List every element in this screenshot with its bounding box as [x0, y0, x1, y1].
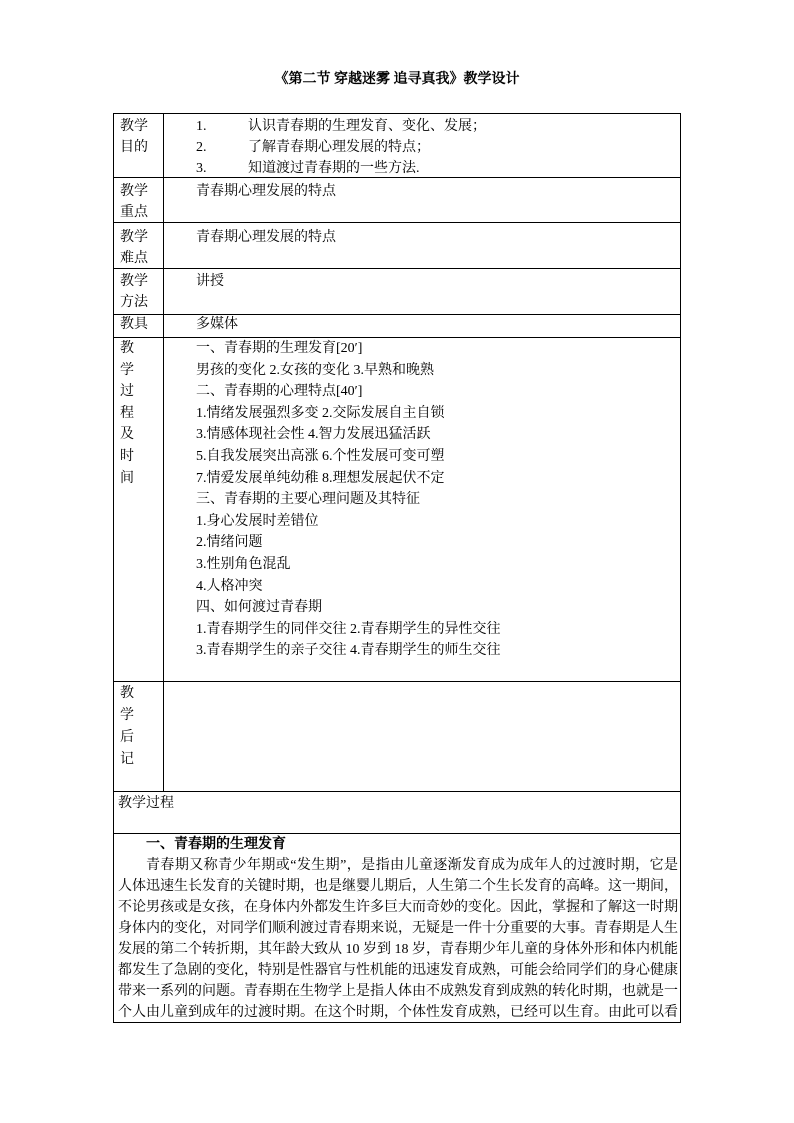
outline-line: 2.情绪问题 [196, 535, 263, 551]
body-paragraph-line: 都发生了急剧的变化，特别是性器官与性机能的迅速发育成熟，可能会给同学们的身心健康 [118, 963, 678, 978]
objective-number: 2. [196, 140, 207, 155]
label-char: 及 [120, 427, 134, 443]
body-paragraph-line: 带来一系列的问题。青春期在生物学上是指人体由不成熟发育到成熟的转化时期，也就是一 [118, 984, 678, 999]
postscript-label [114, 682, 164, 791]
label-char: 间 [120, 470, 134, 486]
objective-item [196, 158, 680, 178]
label-line: 教学 [120, 119, 148, 134]
label-line: 教学 [120, 229, 148, 245]
key-point-row [114, 178, 680, 223]
label-char: 时 [120, 448, 134, 464]
objectives-row [114, 114, 680, 178]
outline-line: 3.青春期学生的亲子交往 4.青春期学生的师生交往 [196, 643, 501, 659]
label-char: 后 [120, 730, 134, 745]
tools-row [114, 315, 680, 338]
objective-item [196, 116, 680, 137]
outline-line: 1.身心发展时差错位 [196, 513, 319, 529]
outline-line: 3.性别角色混乱 [196, 556, 291, 572]
outline-section-heading: 二、青春期的心理特点[40′] [196, 384, 363, 400]
key-point-label [114, 178, 164, 222]
difficulty-row [114, 223, 680, 269]
outline-line: 3.情感体现社会性 4.智力发展迅猛活跃 [196, 427, 431, 443]
postscript-row [114, 682, 680, 792]
objectives-content [164, 114, 680, 177]
label-char: 学 [120, 362, 134, 378]
outline-line: 1.青春期学生的同伴交往 2.青春期学生的异性交往 [196, 621, 501, 637]
label-char: 学 [120, 708, 134, 723]
outline-line: 男孩的变化 2.女孩的变化 3.早熟和晚熟 [196, 362, 434, 378]
difficulty-text: 青春期心理发展的特点 [196, 229, 336, 245]
process-body [114, 834, 680, 1022]
body-paragraph-line: 发展的第二个转折期，其年龄大致从 10 岁到 18 岁，青春期少年儿童的身体外形和体内机能 [118, 942, 678, 957]
objective-text: 认识青春期的生理发育、变化、发展； [248, 119, 486, 134]
process-header-row [114, 792, 680, 834]
key-point-text: 青春期心理发展的特点 [196, 183, 336, 199]
method-label [114, 269, 164, 314]
label-line: 重点 [120, 204, 148, 220]
label-char: 教 [120, 341, 134, 356]
body-section-heading: 一、青春期的生理发育 [146, 837, 286, 852]
postscript-content [164, 682, 680, 791]
outline-section-heading: 三、青春期的主要心理问题及其特征 [196, 492, 420, 508]
document-title: 《第二节 穿越迷雾 追寻真我》教学设计 [274, 72, 520, 87]
outline-line: 4.人格冲突 [196, 578, 263, 594]
body-paragraph-line: 身体内的变化，对同学们顺利渡过青春期来说，无疑是一件十分重要的大事。青春期是人生 [118, 921, 678, 936]
label-line: 教学 [120, 183, 148, 199]
body-paragraph-line: 不论男孩或是女孩，在身体内外都发生许多巨大而奇妙的变化。因此，掌握和了解这一时期 [118, 900, 678, 915]
label-char: 过 [120, 384, 134, 400]
label-line: 教学 [120, 273, 148, 289]
label-line: 目的 [120, 140, 148, 155]
label-line: 难点 [120, 250, 148, 266]
label-line: 方法 [120, 294, 148, 310]
method-row [114, 269, 680, 315]
objective-text: 知道渡过青春期的一些方法. [248, 161, 420, 176]
label-char: 记 [120, 752, 134, 767]
objective-text: 了解青春期心理发展的特点； [248, 140, 430, 155]
outline-section-heading: 四、如何渡过青春期 [196, 600, 322, 616]
objective-item [196, 137, 680, 158]
objective-number: 1. [196, 119, 207, 134]
process-body-row [114, 834, 680, 1023]
outline-line: 5.自我发展突出高涨 6.个性发展可变可塑 [196, 448, 445, 464]
process-header: 教学过程 [118, 795, 174, 811]
outline-row [114, 338, 680, 682]
objective-number: 3. [196, 161, 207, 176]
body-paragraph-line: 人体迅速生长发育的关键时期，也是继婴儿期后，人生第二个生长发育的高峰。这一期间， [118, 879, 678, 894]
tools-text: 多媒体 [196, 317, 238, 332]
lesson-plan-table [113, 113, 681, 1023]
body-paragraph-line: 青春期又称青少年期或“发生期”，是指由儿童逐渐发育成为成年人的过渡时期，它是 [146, 858, 678, 873]
difficulty-label [114, 223, 164, 268]
outline-line: 1.情绪发展强烈多变 2.交际发展自主自锁 [196, 405, 445, 421]
outline-section-heading: 一、青春期的生理发育[20′] [196, 341, 363, 356]
objectives-label [114, 114, 164, 177]
method-text: 讲授 [196, 273, 224, 289]
tools-label: 教具 [114, 315, 164, 337]
outline-label [114, 338, 164, 681]
label-char: 程 [120, 405, 134, 421]
body-paragraph-line: 个人由儿童到成年的过渡时期。在这个时期，个体性发育成熟，已经可以生育。由此可以看 [118, 1005, 678, 1020]
outline-content [164, 338, 680, 681]
label-char: 教 [120, 686, 134, 701]
outline-line: 7.情爱发展单纯幼稚 8.理想发展起伏不定 [196, 470, 445, 486]
